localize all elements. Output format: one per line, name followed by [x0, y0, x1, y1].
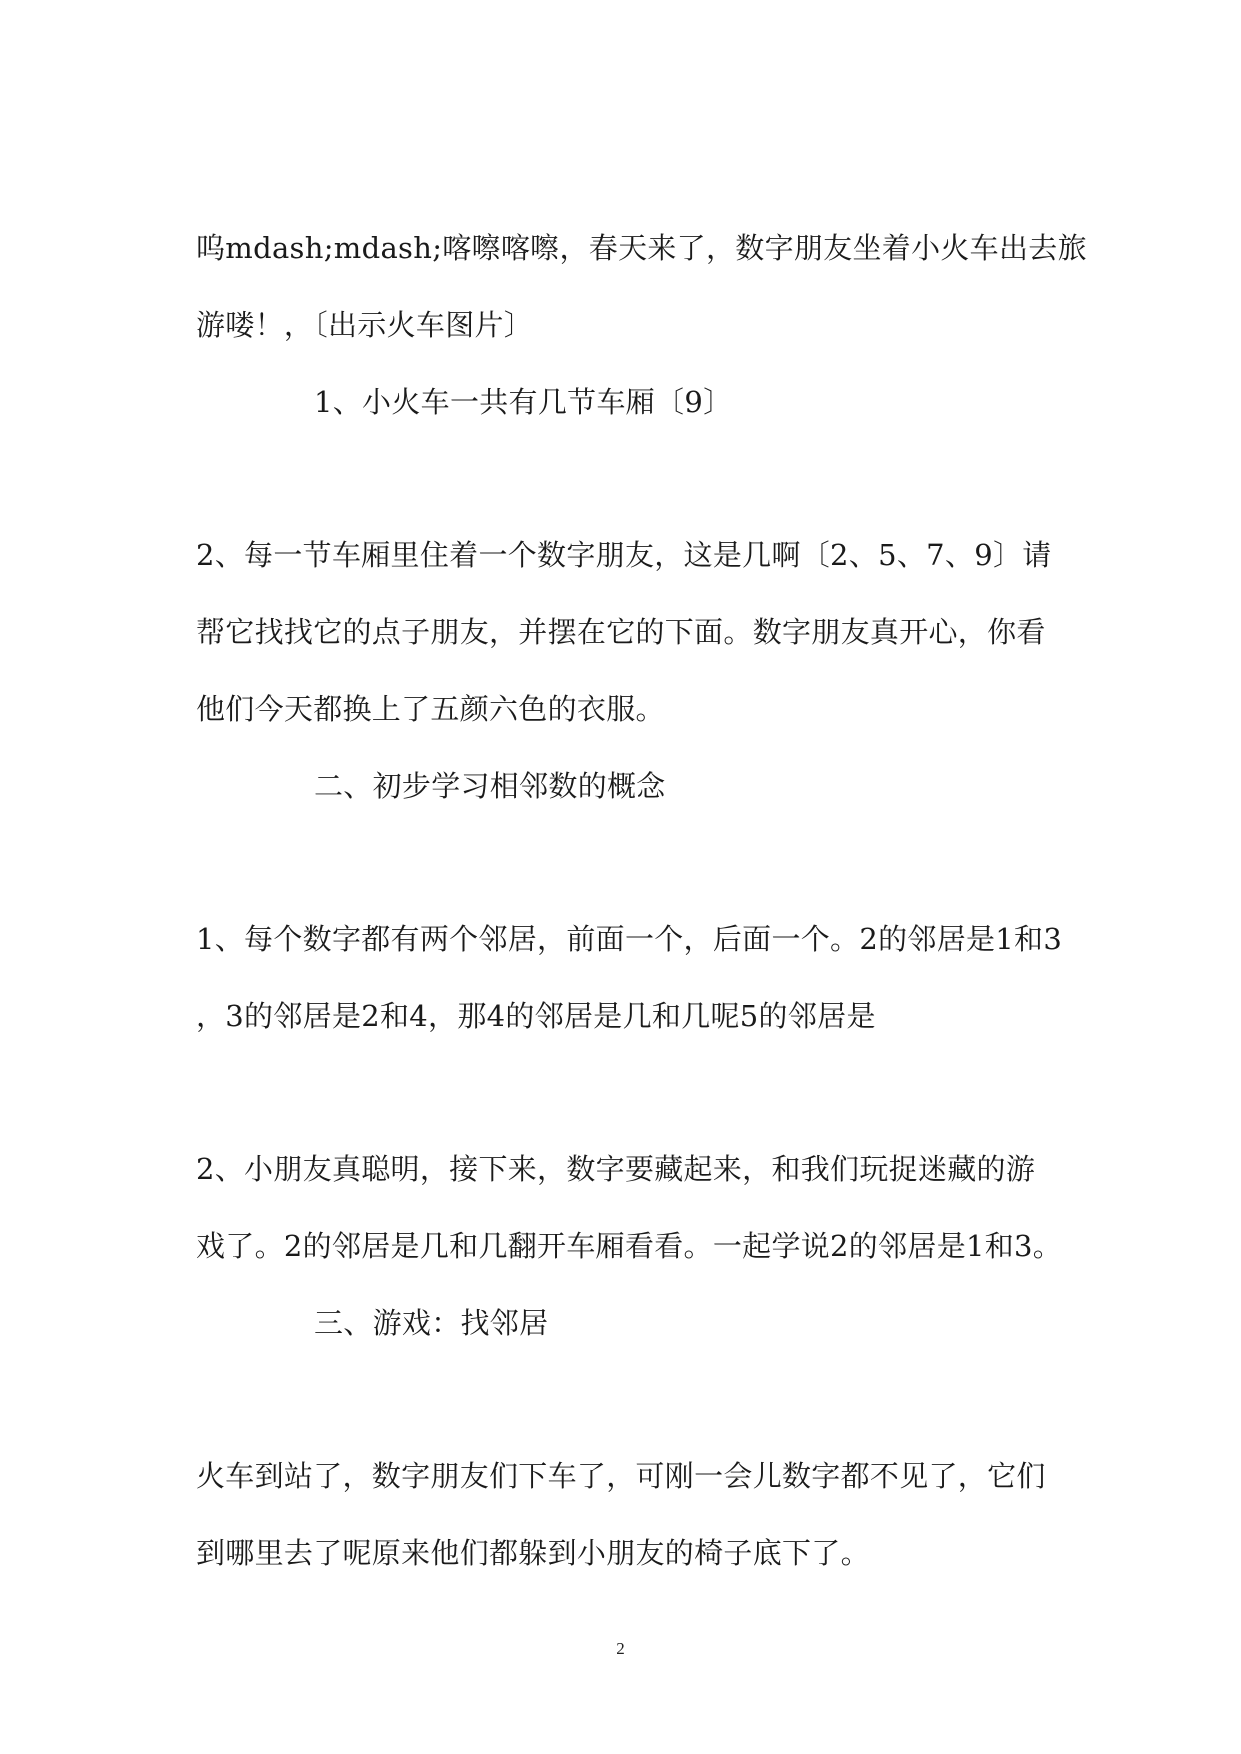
paragraph-line: 1、每个数字都有两个邻居，前面一个，后面一个。2的邻居是1和3: [196, 922, 1063, 956]
section-heading: 二、初步学习相邻数的概念: [314, 769, 666, 803]
paragraph-line: 火车到站了，数字朋友们下车了，可刚一会儿数字都不见了，它们: [196, 1459, 1046, 1493]
paragraph-line: 戏了。2的邻居是几和几翻开车厢看看。一起学说2的邻居是1和3。: [196, 1229, 1063, 1263]
paragraph-line: ，3的邻居是2和4，那4的邻居是几和几呢5的邻居是: [196, 999, 876, 1033]
paragraph-line: 2、每一节车厢里住着一个数字朋友，这是几啊〔2、5、7、9〕请: [196, 538, 1052, 572]
numbered-item: 1、小火车一共有几节车厢〔9〕: [314, 385, 733, 419]
page-number: 2: [616, 1639, 625, 1658]
paragraph-line: 帮它找找它的点子朋友，并摆在它的下面。数字朋友真开心，你看: [196, 615, 1046, 649]
section-heading: 三、游戏：找邻居: [314, 1306, 549, 1340]
paragraph-line: 2、小朋友真聪明，接下来，数字要藏起来，和我们玩捉迷藏的游: [196, 1152, 1036, 1186]
paragraph-line: 他们今天都换上了五颜六色的衣服。: [196, 692, 665, 726]
paragraph-line: 呜mdash;mdash;喀嚓喀嚓，春天来了，数字朋友坐着小火车出去旅: [196, 231, 1087, 265]
paragraph-line: 到哪里去了呢原来他们都躲到小朋友的椅子底下了。: [196, 1536, 870, 1570]
paragraph-line: 游喽！，〔出示火车图片〕: [196, 308, 534, 342]
